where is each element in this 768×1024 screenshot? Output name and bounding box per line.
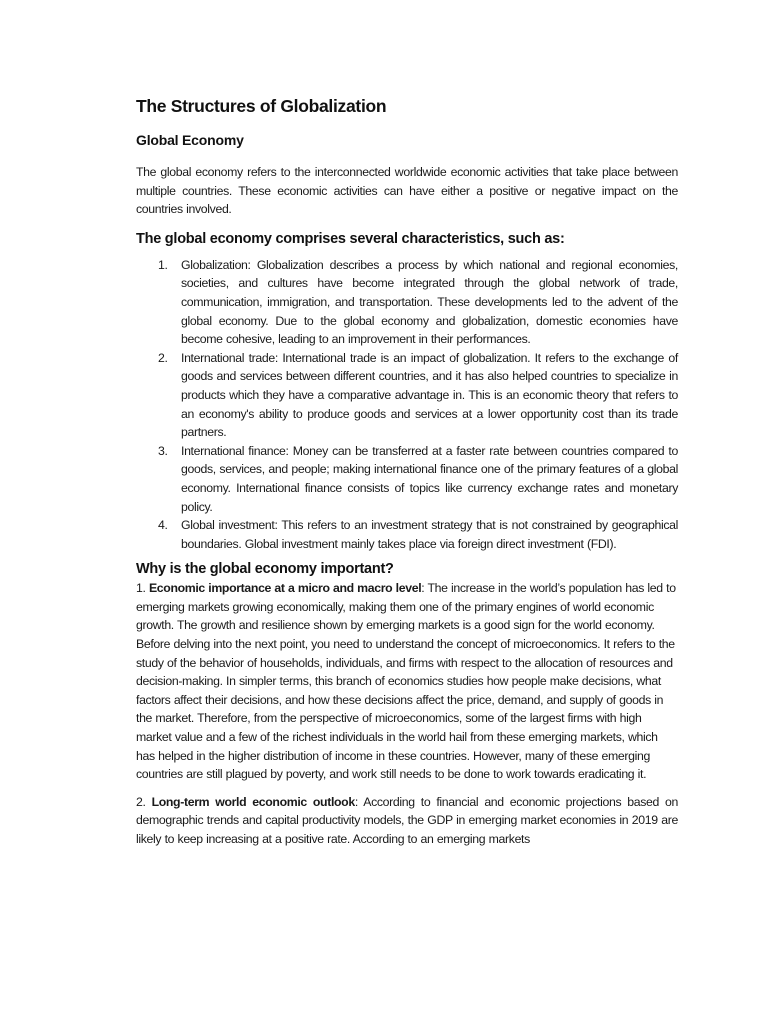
list-number: 4. (158, 518, 168, 533)
list-text: International trade is an impact of globalization. It refers to the exchange of goods and services between different countries, and it has also helped countries to specialize in products which they have a comparative advantage in. This is an economic theory that refers to an economy's ability to produce goods and services at a lower opportunity cost than its trade partners. (181, 350, 678, 440)
importance-paragraph-1 (136, 579, 678, 784)
characteristics-heading: The global economy comprises several characteristics, such as: (136, 230, 565, 247)
list-term: International trade: (181, 350, 278, 365)
importance-text: : According to financial and economic projections based on demographic trends and capital productivity models, the GDP in emerging market economies in 2019 are likely to keep increasing at a positive rate. According to an emerging markets (136, 794, 678, 846)
list-item (158, 256, 678, 349)
list-text: Money can be transferred at a faster rate between countries compared to goods, services, and people; making international finance one of the primary features of a global economy. International finance consists of topics like currency exchange rates and monetary policy. (181, 443, 678, 514)
list-text: This refers to an investment strategy that is not constrained by geographical boundaries. Global investment mainly takes place via foreign direct investment (FDI). (181, 518, 679, 551)
importance-term: Economic importance at a micro and macro level (148, 581, 422, 596)
list-item (158, 516, 679, 553)
list-term: International finance: (181, 443, 289, 458)
section-heading-global-economy: Global Economy (136, 132, 244, 148)
list-text: Globalization describes a process by which national and regional economies, societies, and cultures have become integrated through the global network of trade, communication, immigration, and transportation. These developments led to the advent of the global economy. Due to the global economy and globalization, domestic economies have become cohesive, leading to an improvement in their performances. (181, 257, 678, 347)
list-term: Globalization: (181, 257, 251, 272)
document-page (136, 94, 678, 849)
importance-paragraph-2 (136, 793, 678, 849)
intro-paragraph: The global economy refers to the interconnected worldwide economic activities that take place between multiple countries. These economic activities can have either a positive or negative impact on the countries involved. (136, 165, 678, 217)
importance-number: 1. (136, 581, 149, 596)
importance-number: 2. (136, 794, 152, 809)
importance-heading: Why is the global economy important? (136, 561, 394, 578)
list-number: 2. (158, 350, 168, 365)
list-item (158, 349, 678, 442)
importance-text: : The increase in the world’s population has led to emerging markets growing economically, making them one of the primary engines of world economic growth. The growth and resilience shown by emerging markets is a good sign for the world economy. Before delving into the next point, you need to understand the concept of microeconomics. It refers to the study of the behavior of households, individuals, and firms with respect to the allocation of resources and decision-making. In simpler terms, this branch of economics studies how people make decisions, what factors affect their decisions, and how these decisions affect the price, demand, and supply of goods in the market. Therefore, from the perspective of microeconomics, some of the largest firms with high market value and a few of the richest individuals in the world hail from these emerging markets, which has helped in the higher distribution of income in these countries. However, many of these emerging countries are still plagued by poverty, and work still needs to be done to work towards eradicating it. (136, 581, 676, 782)
list-number: 3. (158, 443, 168, 458)
characteristics-list (136, 256, 678, 554)
list-number: 1. (158, 257, 168, 272)
document-title: The Structures of Globalization (136, 96, 387, 116)
list-term: Global investment: (181, 518, 278, 533)
list-item (158, 442, 678, 516)
importance-term: Long-term world economic outlook (151, 794, 355, 809)
